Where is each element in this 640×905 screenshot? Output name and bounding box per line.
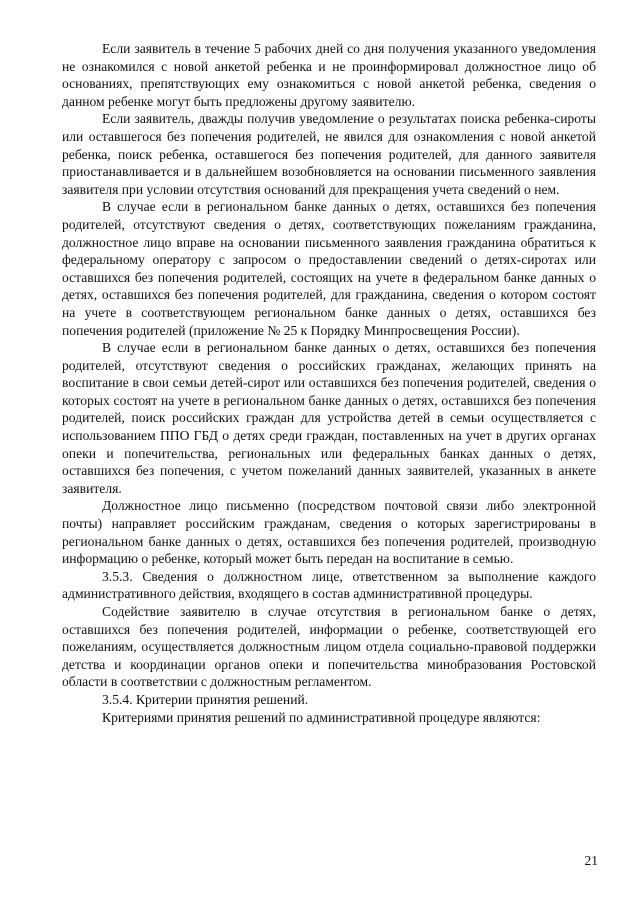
paragraph-1: Если заявитель в течение 5 рабочих дней со дня получения указанного уведомления не ознакомился с новой анкетой ребенка и не проинформировал должностное лицо об основаниях, препятствующих ему ознакомиться с новой анкетой ребенка, сведения о данном ребенке могут быть предложены другому заявителю. [62, 41, 596, 109]
paragraph-7: Содействие заявителю в случае отсутствия в региональном банке о детях, оставшихся без попечения родителей, информации о ребенке, соответствующей его пожеланиям, осуществляется должностным лицом отдела социально-правовой поддержки детства и координации органов опеки и попечительства минобразования Ростовской области в соответствии с должностным регламентом. [62, 604, 596, 690]
paragraph-6: 3.5.3. Сведения о должностном лице, ответственном за выполнение каждого административного действия, входящего в состав административной процедуры. [62, 568, 596, 602]
paragraph-3: В случае если в региональном банке данных о детях, оставшихся без попечения родителей, отсутствуют сведения о детях, соответствующих пожеланиям гражданина, должностное лицо вправе на основании письменного заявления гражданина обратиться к федеральному оператору с запросом о предоставлении сведений о детях-сиротах или оставшихся без попечения родителей, состоящих на учете в федеральном банке данных о детях, оставшихся без попечения родителей, для гражданина, сведения о котором состоят на учете в соответствующем региональном банке данных о детях, оставшихся без попечения родителей (приложение № 25 к Порядку Минпросвещения России). [62, 199, 596, 338]
paragraph-5: Должностное лицо письменно (посредством почтовой связи либо электронной почты) направляет российским гражданам, сведения о которых зарегистрированы в региональном банке данных о детях, оставшихся без попечения родителей, производную информацию о ребенке, который может быть передан на воспитание в семью. [62, 498, 596, 567]
paragraph-8: 3.5.4. Критерии принятия решений. [102, 691, 309, 707]
paragraph-9: Критериями принятия решений по административной процедуре являются: [102, 709, 541, 725]
paragraph-2: Если заявитель, дважды получив уведомление о результатах поиска ребенка-сироты или оставшегося без попечения родителей, не явился для ознакомления с новой анкетой ребенка, поиск ребенка, оставшегося без попечения родителей, для данного заявителя приостанавливается и в дальнейшем возобновляется на основании письменного заявления заявителя при условии отсутствия оснований для прекращения учета сведений о нем. [62, 111, 596, 197]
document-page [62, 40, 596, 726]
page-number: 21 [584, 853, 598, 868]
paragraph-4: В случае если в региональном банке данных о детях, оставшихся без попечения родителей, отсутствуют сведения о российских гражданах, желающих принять на воспитание в свои семьи детей-сирот или оставшихся без попечения родителей, сведения о которых состоят на учете в региональном банке данных о детях, оставшихся без попечения родителей, поиск российских граждан для устройства детей в семьи осуществляется с использованием ППО ГБД о детях среди граждан, поставленных на учет в других органах опеки и попечительства, региональных или федеральных банках данных о детях, оставшихся без попечения, с учетом пожеланий данных заявителей, указанных в анкете заявителя. [62, 340, 596, 496]
